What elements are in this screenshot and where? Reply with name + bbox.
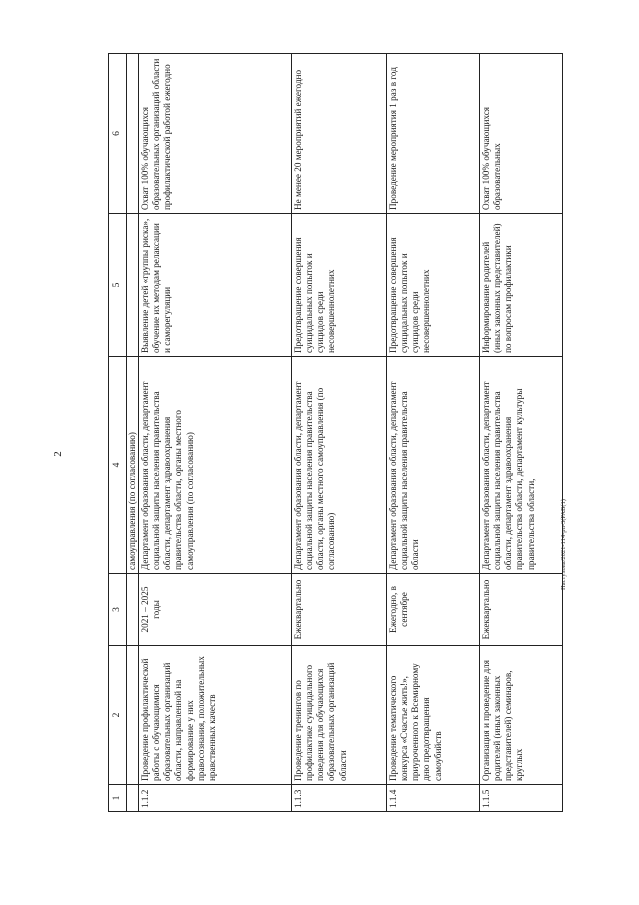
row-number: 1.1.2 bbox=[139, 785, 292, 812]
responsible-parties: Департамент образования области, департамент социальной защиты населения правительства области, департамент здравоохранения правительства области, органы местного самоуправления (по согласованию) bbox=[139, 357, 292, 574]
row-number: 1.1.4 bbox=[387, 785, 480, 812]
page-number: 2 bbox=[52, 451, 64, 457]
rotated-page-content bbox=[108, 58, 588, 812]
header-col-1: 1 bbox=[109, 785, 127, 812]
expected-result: Предотвращение совершения суицидальных попыток и суицидов среди несовершеннолетних bbox=[292, 214, 387, 357]
event-period: Ежеквартально bbox=[292, 574, 387, 646]
row-number: 1.1.5 bbox=[480, 785, 563, 812]
event-name: Проведение тренингов по профилактике суицидального поведения для обучающихся образовательных организаций области bbox=[292, 646, 387, 785]
cont-cell-6 bbox=[127, 54, 139, 214]
cont-cell-2 bbox=[127, 646, 139, 785]
responsible-parties: Департамент образования области, департамент социальной защиты населения правительства области, департамент здравоохранения правительства области, департамент культуры правительства области, bbox=[480, 357, 563, 574]
event-period: Ежеквартально bbox=[480, 574, 563, 646]
header-col-3: 3 bbox=[109, 574, 127, 646]
expected-result: Выявление детей «группы риска», обучение их методам релаксации и саморегуляции bbox=[139, 214, 292, 357]
table-header-row bbox=[109, 54, 127, 812]
event-period: Ежегодно, в сентябре bbox=[387, 574, 480, 646]
expected-result: Предотвращение совершения суицидальных попыток и суицидов среди несовершеннолетних bbox=[387, 214, 480, 357]
events-table bbox=[108, 53, 563, 812]
target-indicator: Охват 100% обучающихся образовательных bbox=[480, 54, 563, 214]
expected-result: Информирование родителей (иных законных представителей) по вопросам профилактики bbox=[480, 214, 563, 357]
responsible-parties: Департамент образования области, департамент социальной защиты населения правительства области bbox=[387, 357, 480, 574]
header-col-5: 5 bbox=[109, 214, 127, 357]
header-col-2: 2 bbox=[109, 646, 127, 785]
cont-cell-3 bbox=[127, 574, 139, 646]
target-indicator: Не менее 20 мероприятий ежегодно bbox=[292, 54, 387, 214]
event-name: Организация и проведение для родителей (иных законных представителей) семинаров, круглых bbox=[480, 646, 563, 785]
continuation-row bbox=[127, 54, 139, 812]
row-number: 1.1.3 bbox=[292, 785, 387, 812]
event-period: 2021 – 2025 годы bbox=[139, 574, 292, 646]
table-row bbox=[292, 54, 387, 812]
table-row bbox=[139, 54, 292, 812]
event-name: Проведение профилактической работы с обучающимися образовательных организаций области, направленной на формирование у них правосознания, положительных нравственных качеств bbox=[139, 646, 292, 785]
responsible-parties: Департамент образования области, департамент социальной защиты населения правительства области, органы местного самоуправления (по согласованию) bbox=[292, 357, 387, 574]
header-col-6: 6 bbox=[109, 54, 127, 214]
document-footer-code: Пастухова/2021-114-рп-3(РАВ(1) bbox=[560, 499, 567, 590]
target-indicator: Проведение мероприятия 1 раз в год bbox=[387, 54, 480, 214]
event-name: Проведение тематического конкурса «Счастье жить!», приуроченного к Всемирному дню предотвращения самоубийств bbox=[387, 646, 480, 785]
cont-cell-4: самоуправления (по согласованию) bbox=[127, 357, 139, 574]
target-indicator: Охват 100% обучающихся образовательных организаций области профилактической работой ежегодно bbox=[139, 54, 292, 214]
header-col-4: 4 bbox=[109, 357, 127, 574]
table-row bbox=[387, 54, 480, 812]
table-row bbox=[480, 54, 563, 812]
cont-cell-5 bbox=[127, 214, 139, 357]
cont-cell-1 bbox=[127, 785, 139, 812]
